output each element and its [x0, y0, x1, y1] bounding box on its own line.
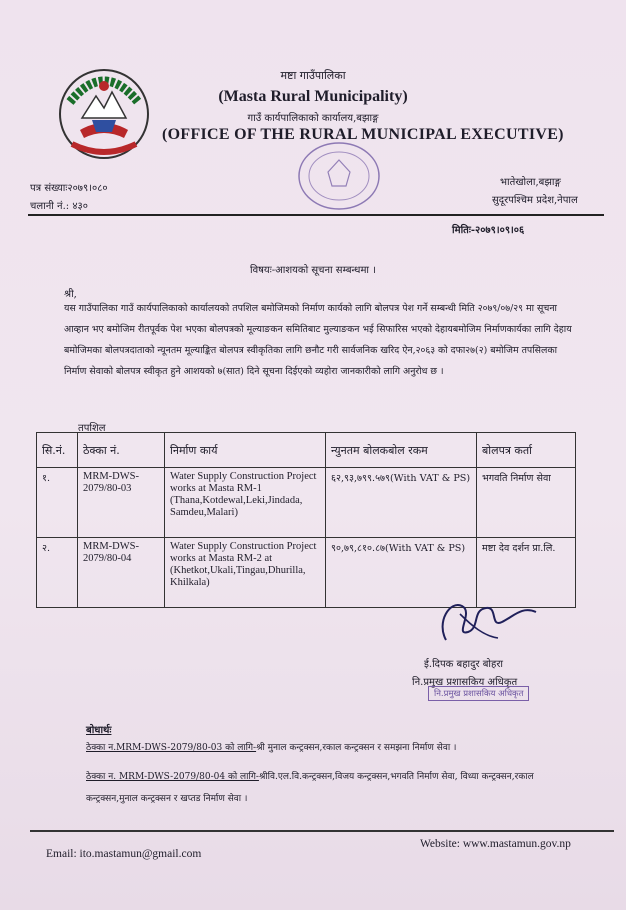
footer-email: Email: ito.mastamun@gmail.com: [46, 848, 202, 860]
municipality-name-en: (Masta Rural Municipality): [218, 88, 408, 105]
designation-stamp: नि.प्रमुख प्रशासकिय अधिकृत: [428, 686, 529, 701]
column-header-work: निर्माण कार्य: [165, 433, 326, 468]
column-header-bidder: बोलपत्र कर्ता: [477, 433, 576, 468]
column-header-contract-no: ठेक्का नं.: [78, 433, 165, 468]
table-header-row: [37, 433, 576, 468]
contract-no-cell: MRM-DWS-2079/80-03: [78, 468, 165, 538]
letter-body: यस गाउँपालिका गाउँ कार्यपालिकाको कार्यालयको तपशिल बमोजिमको निर्माण कार्यको लागि बोलपत्र पेश गर्ने सम्बन्धी मिति २०७९/०७/२९ मा सूचना आव्हान भए बमोजिम रीतपूर्वक पेश भएका बोलपत्रको मूल्याङकन समितिबाट मुल्याङकन भई सिफारिस भएको देहायबमोजिम निर्माणकार्यका लागि देहाय बमोजिमका बोलपत्रदाताको न्यूनतम मूल्याङ्कित बोलपत्र स्वीकृतिका लागि छनौट गरी सार्वजनिक खरिद ऐन,२०६३ को दफा२७(२) बमोजिम तपसिलका निर्माण सेवाको बोलपत्र स्वीकृत हुने आशयको ७(सात) दिने सूचना दिईएको व्यहोरा जानकारीको लागि अनुरोध छ ।: [64, 303, 572, 377]
letter-subject: विषयः-आशयको सूचना सम्बन्धमा ।: [249, 265, 376, 276]
cc-title: बोधार्थः: [86, 725, 112, 736]
cc-line-2: [86, 766, 586, 810]
table-row: [37, 468, 576, 538]
work-cell: Water Supply Construction Project works at Masta RM-2 at (Khetkot,Ukali,Tingau,Dhurilla, Khilkala): [165, 538, 326, 608]
letter-date: मितिः-२०७९।०९।०६: [452, 225, 525, 236]
cc-line-1-text: श्री मुनाल कन्ट्रक्सन,रकाल कन्ट्रक्सन र समझना निर्माण सेवा ।: [256, 743, 457, 753]
contract-no-cell: MRM-DWS-2079/80-04: [78, 538, 165, 608]
cc-line-1: [86, 740, 456, 753]
cc-line-1-ref: ठेक्का न.MRM-DWS-2079/80-03 को लागि-: [86, 743, 257, 753]
amount-cell: ९०,७९,८१०.८७(With VAT & PS): [326, 538, 477, 608]
header-divider: [28, 214, 604, 216]
office-seal-icon: [294, 138, 384, 214]
bid-details-table: [36, 432, 576, 608]
cc-line-2-ref: ठेक्का न. MRM-DWS-2079/80-04 को लागि-: [86, 772, 259, 782]
letter-reference-number: पत्र संख्याः२०७९।०८०: [30, 183, 108, 194]
column-header-serial: सि.नं.: [37, 433, 78, 468]
serial-cell: १.: [37, 468, 78, 538]
column-header-amount: न्युनतम बोलकबोल रकम: [326, 433, 477, 468]
serial-cell: २.: [37, 538, 78, 608]
cc-line-2-text: श्रीवि.एल.वि.कन्ट्रक्सन,विजय कन्ट्रक्सन,भगवति निर्माण सेवा, विध्या कन्ट्रक्सन,रकाल कन्ट्रक्सन,मुनाल कन्ट्रक्सन र खप्तड निर्माण सेवा ।: [86, 772, 534, 804]
municipality-name-np: मष्टा गाउँपालिका: [280, 69, 346, 82]
bidder-cell: मष्टा देव दर्शन प्रा.लि.: [477, 538, 576, 608]
footer-divider: [30, 830, 614, 832]
salutation: श्री,: [64, 289, 77, 300]
office-address-line1: भातेखोला,बझाङ्ग: [500, 177, 561, 188]
office-address-line2: सुदूरपश्चिम प्रदेश,नेपाल: [492, 195, 578, 206]
work-cell: Water Supply Construction Project works at Masta RM-1 (Thana,Kotdewal,Leki,Jindada, Samdeu,Malari): [165, 468, 326, 538]
handwritten-signature: [432, 592, 550, 654]
office-name-np: गाउँ कार्यपालिकाको कार्यालय,बझाङ्ग: [247, 113, 379, 124]
office-name-en: (OFFICE OF THE RURAL MUNICIPAL EXECUTIVE): [162, 126, 564, 143]
amount-cell: ६२,९३,७९९.५७९(With VAT & PS): [326, 468, 477, 538]
details-table-title: तपशिल: [78, 423, 106, 434]
dispatch-number: चलानी नं.: ४३०: [30, 201, 88, 212]
signatory-designation: नि.प्रमुख प्रशासकिय अधिकृत: [412, 677, 518, 688]
bidder-cell: भगवति निर्माण सेवा: [477, 468, 576, 538]
signatory-name: ई.दिपक बहादुर बोहरा: [424, 659, 504, 670]
footer-website: Website: www.mastamun.gov.np: [420, 838, 571, 850]
